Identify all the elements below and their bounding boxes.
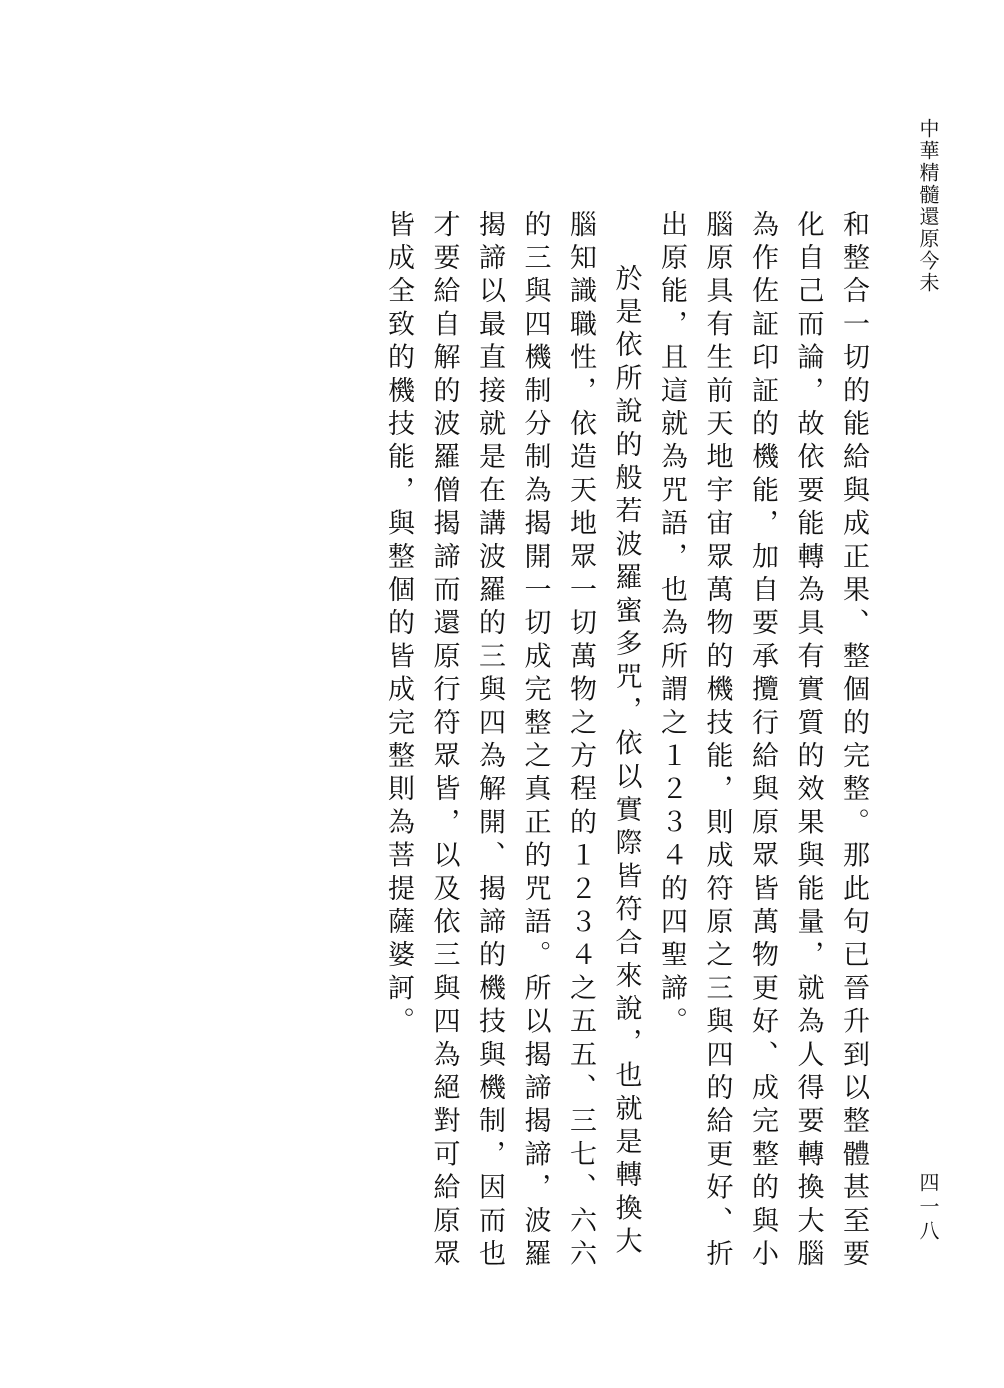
running-header: 中華精髓還原今未 [916, 118, 940, 294]
paragraph-1: 和整合一切的能給與成正果、整個的完整。那此句已晉升到以整體甚至要化自己而論，故依要能轉為具有實質的效果與能量，就為人得要轉換大腦為作佐証印証的機能，加自要承攬行給與原眾皆萬物更好、成完整的與小腦原具有生前天地宇宙眾萬物的機技能，則成符原之三與四的給更好、折出原能，且這就為咒語，也為所謂之１２３４的四聖諦。 [656, 210, 869, 1273]
paragraph-2: 於是依所說的般若波羅蜜多咒，依以實際皆符合來說，也就是轉換大腦知識職性，依造天地眾一切萬物之方程的１２３４之五五、三七、六六的三與四機制分制為揭開一切成完整之真正的咒語。所以揭諦揭諦，波羅揭諦以最直接就是在講波羅的三與四為解開、揭諦的機技與機制，因而也才要給自解的波羅僧揭諦而還原行符眾皆，以及依三與四為絕對可給原眾皆成全致的機技能，與整個的皆成完整則為菩提薩婆訶。 [383, 210, 642, 1273]
page-number: 四一八 [916, 1172, 940, 1244]
body-text [376, 210, 876, 1290]
